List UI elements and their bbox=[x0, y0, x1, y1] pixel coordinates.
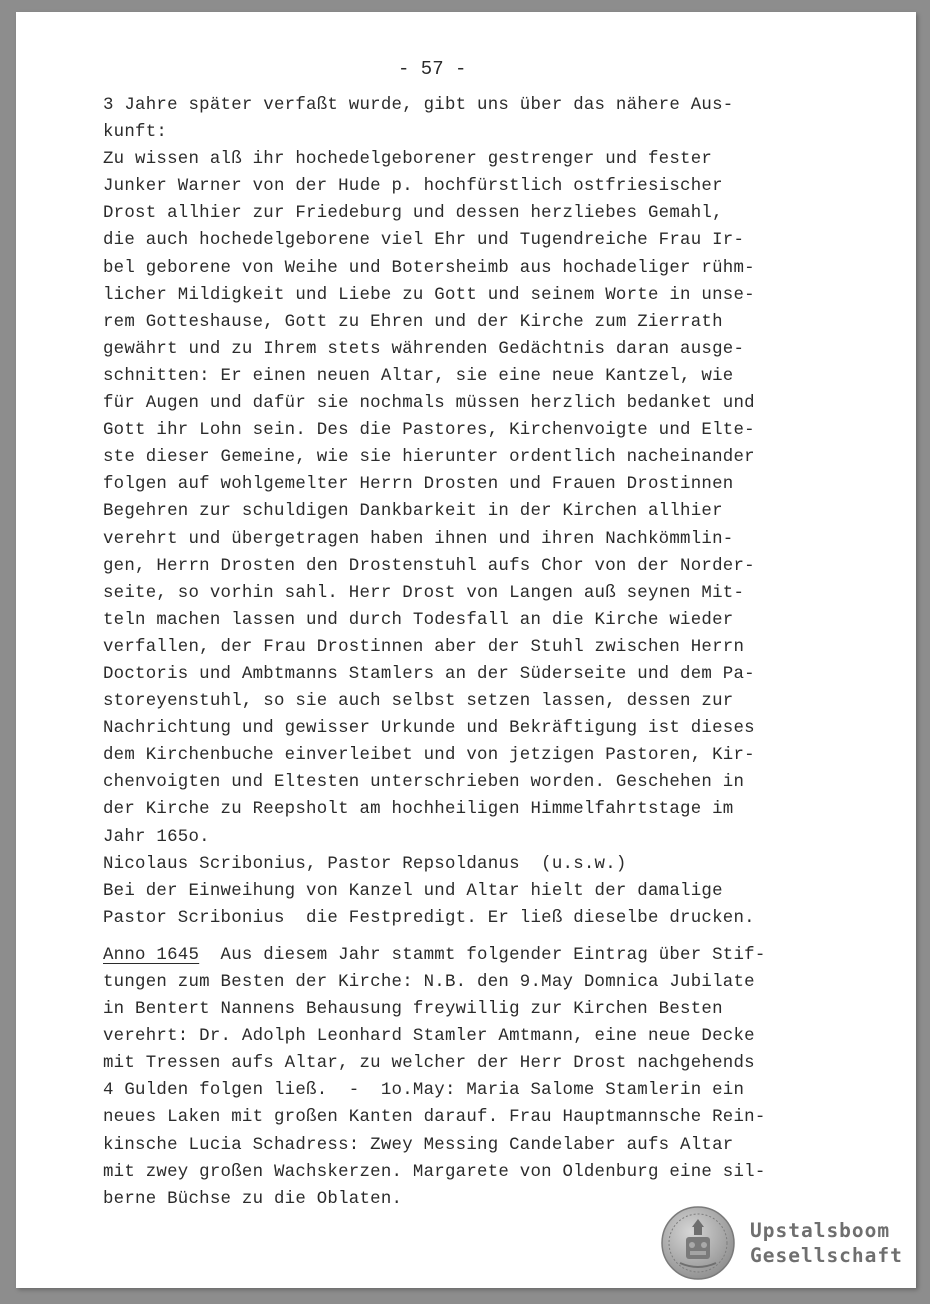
text-line: der Kirche zu Reepsholt am hochheiligen Himmelfahrtstage im bbox=[103, 800, 734, 820]
text-line: Nicolaus Scribonius, Pastor Repsoldanus (u.s.w.) bbox=[103, 854, 627, 874]
text-line: für Augen und dafür sie nochmals müssen herzlich bedanket und bbox=[103, 394, 755, 414]
text-line: tungen zum Besten der Kirche: N.B. den 9.May Domnica Jubilate bbox=[103, 973, 755, 992]
text-line: storeyenstuhl, so sie auch selbst setzen lassen, dessen zur bbox=[103, 692, 734, 712]
text-line: Gott ihr Lohn sein. Des die Pastores, Kirchenvoigte und Elte- bbox=[103, 421, 755, 441]
text-line: ste dieser Gemeine, wie sie hierunter ordentlich nacheinander bbox=[103, 448, 755, 468]
paragraph-gap bbox=[103, 932, 766, 942]
logo-line-1: Upstalsboom bbox=[750, 1219, 891, 1242]
text-line: neues Laken mit großen Kanten darauf. Frau Hauptmannsche Rein- bbox=[103, 1108, 766, 1128]
watermark-logo bbox=[660, 1205, 903, 1281]
text-line: rem Gotteshause, Gott zu Ehren und der Kirche zum Zierrath bbox=[103, 312, 723, 332]
text-line: Bei der Einweihung von Kanzel und Altar hielt der damalige bbox=[103, 881, 723, 901]
text-line: Doctoris und Ambtmanns Stamlers an der Süderseite und dem Pa- bbox=[103, 664, 755, 684]
text-line: verfallen, der Frau Drostinnen aber der Stuhl zwischen Herrn bbox=[103, 637, 745, 657]
text-line: die auch hochedelgeborene viel Ehr und Tugendreiche Frau Ir- bbox=[103, 231, 745, 251]
text-line: mit Tressen aufs Altar, zu welcher der Herr Drost nachgehends bbox=[103, 1054, 755, 1074]
text-line: 3 Jahre später verfaßt wurde, gibt uns über das nähere Aus- bbox=[103, 96, 734, 115]
seal-icon bbox=[660, 1205, 736, 1281]
text-line: chenvoigten und Eltesten unterschrieben worden. Geschehen in bbox=[103, 773, 745, 793]
text-line: Junker Warner von der Hude p. hochfürstlich ostfriesischer bbox=[103, 177, 723, 197]
text-line: kinsche Lucia Schadress: Zwey Messing Candelaber aufs Altar bbox=[103, 1135, 734, 1155]
text-line: mit zwey großen Wachskerzen. Margarete von Oldenburg eine sil- bbox=[103, 1162, 766, 1182]
text-line: Drost allhier zur Friedeburg und dessen herzliebes Gemahl, bbox=[103, 204, 723, 224]
text-line: Jahr 165o. bbox=[103, 827, 210, 847]
text-line: in Bentert Nannens Behausung freywillig zur Kirchen Besten bbox=[103, 1000, 723, 1020]
text-line: 4 Gulden folgen ließ. - 1o.May: Maria Salome Stamlerin ein bbox=[103, 1081, 745, 1101]
text-line: Zu wissen alß ihr hochedelgeborener gestrenger und fester bbox=[103, 150, 713, 170]
text-line: Pastor Scribonius die Festpredigt. Er ließ dieselbe drucken. bbox=[103, 908, 755, 928]
anno-label: Anno 1645 bbox=[103, 945, 200, 965]
document-body bbox=[103, 92, 766, 1213]
text-line: kunft: bbox=[103, 123, 168, 143]
text-line: teln machen lassen und durch Todesfall an die Kirche wieder bbox=[103, 610, 734, 630]
text-line: dem Kirchenbuche einverleibet und von jetzigen Pastoren, Kir- bbox=[103, 746, 755, 766]
text-line: bel geborene von Weihe und Botersheimb aus hochadeliger rühm- bbox=[103, 258, 755, 278]
text-line: folgen auf wohlgemelter Herrn Drosten und Frauen Drostinnen bbox=[103, 475, 734, 495]
text-line: verehrt und übergetragen haben ihnen und ihren Nachkömmlin- bbox=[103, 529, 734, 549]
text-line: seite, so vorhin sahl. Herr Drost von Langen auß seynen Mit- bbox=[103, 583, 745, 603]
text-line: verehrt: Dr. Adolph Leonhard Stamler Amtmann, eine neue Decke bbox=[103, 1027, 755, 1047]
text-line: gewährt und zu Ihrem stets währenden Gedächtnis daran ausge- bbox=[103, 339, 745, 359]
text-line: licher Mildigkeit und Liebe zu Gott und seinem Worte in unse- bbox=[103, 285, 755, 305]
text-line: berne Büchse zu die Oblaten. bbox=[103, 1189, 403, 1209]
text-line: Nachrichtung und gewisser Urkunde und Bekräftigung ist dieses bbox=[103, 719, 755, 739]
anno-first-line: Aus diesem Jahr stammt folgender Eintrag über Stif- bbox=[199, 945, 766, 965]
text-line: schnitten: Er einen neuen Altar, sie eine neue Kantzel, wie bbox=[103, 366, 734, 386]
text-line: gen, Herrn Drosten den Drostenstuhl aufs Chor von der Norder- bbox=[103, 556, 755, 576]
text-line: Begehren zur schuldigen Dankbarkeit in der Kirchen allhier bbox=[103, 502, 723, 522]
logo-line-2: Gesellschaft bbox=[750, 1244, 903, 1267]
logo-text bbox=[750, 1218, 903, 1268]
anno-heading-line bbox=[103, 942, 766, 969]
page-number: - 57 - bbox=[398, 58, 467, 80]
